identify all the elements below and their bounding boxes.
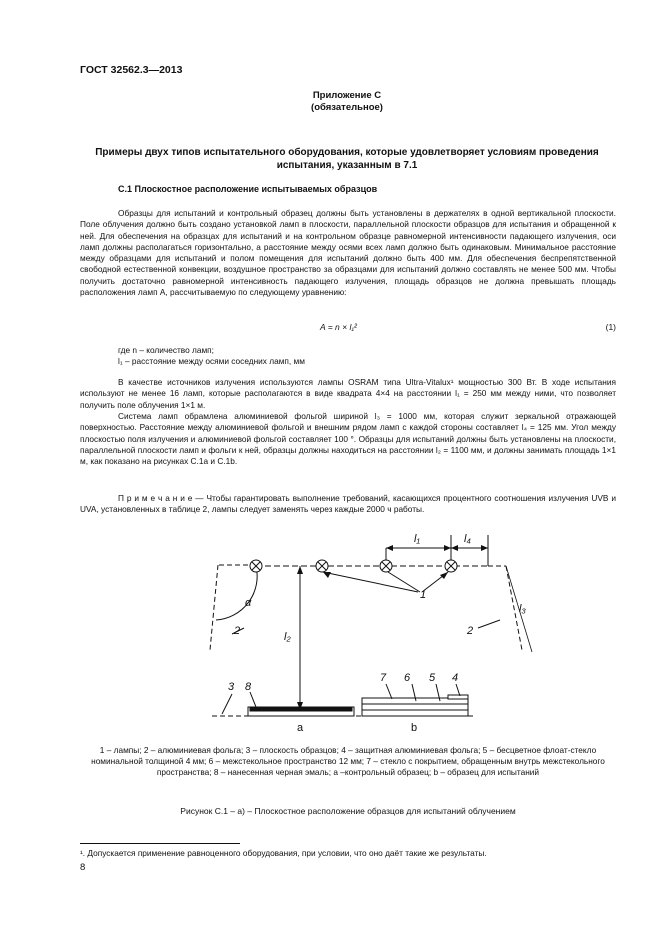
label-l4: l₄ [464, 533, 471, 545]
label-3: 3 [228, 681, 235, 693]
angle-arc [216, 566, 257, 620]
main-title: Примеры двух типов испытательного оборудования, которые удовлетворяет условиям проведения испытания, указанным в 7.1 [95, 147, 599, 171]
label-1: 1 [420, 589, 427, 601]
paragraph-1: Образцы для испытаний и контрольный образец должны быть установлены в держателях в одной вертикальной плоскости. Поле облучения должно быть создано установкой ламп в плоскости, параллельной плоскости образцов для испытания и обращенной к ней. Для обеспечения на образцах для испытаний и на контрольном образце равномерной интенсивности падающего излучения, оси ламп должны располагаться горизонтально, а расстояние между осями всех ламп должно быть одинаковым. Минимальное расстояние между образцами для испытаний и полом помещения для испытаний должно быть 400 мм. Для обеспечения беспрепятственной свободной естественной конвекции, воздушное пространство за образцами для испытаний должно составлять не менее 500 мм. Чтобы получить достаточно равномерной интенсивность падающего излучения, площадь образцов не должна превышать площадь расположения ламп А, рассчитываемую по следующему уравнению: [80, 208, 616, 298]
lamp-1 [250, 560, 262, 572]
label-a: a [297, 722, 304, 734]
label-alpha: α [245, 597, 252, 609]
figure-title: Рисунок С.1 – a) – Плоскостное расположение образцов для испытаний облучением [180, 806, 516, 816]
test-sample [362, 698, 468, 716]
black-enamel [250, 708, 352, 711]
footnote-divider [80, 843, 240, 844]
label-5: 5 [429, 672, 436, 684]
section-title: С.1 Плоскостное расположение испытываемых образцов [118, 184, 378, 194]
footnote: ¹. Допускается применение равноценного оборудования, при условии, что оно даёт такие же результаты. [80, 848, 487, 858]
note-text: — Чтобы гарантировать выполнение требований, касающихся процентного соотношения излучения UVB и UVA, установленных в таблице 2, лампы следует заменять через каждые 2000 ч работы. [80, 493, 616, 515]
label-8: 8 [245, 681, 252, 693]
formula-number: (1) [605, 322, 616, 332]
appendix-status: (обязательное) [311, 102, 383, 113]
legend-line-1: где n – количество ламп; [118, 345, 214, 355]
label-2-right: 2 [467, 625, 474, 637]
figure-caption: 1 – лампы; 2 – алюминиевая фольга; 3 – плоскость образцов; 4 – защитная алюминиевая фольга; 5 – бесцветное флоат-стекло номинальной толщиной 4 мм; 6 – межстекольное пространство 12 мм; 7 – стекло с покрытием, обращенным внутрь межстекольного пространства; 8 – нанесенная черная эмаль; а –контрольный образец; b – образец для испытаний [91, 745, 605, 778]
protective-foil [448, 695, 468, 699]
label-b: b [411, 722, 418, 734]
label-l3: l₃ [519, 603, 526, 615]
standard-header: ГОСТ 32562.3—2013 [80, 64, 183, 76]
legend-line-2: l₁ – расстояние между осями соседних ламп, мм [118, 356, 305, 366]
appendix-title: Приложение С [312, 90, 382, 101]
label-4: 4 [452, 672, 459, 684]
note-label: П р и м е ч а н и е [118, 493, 193, 503]
label-l2: l₂ [284, 631, 291, 643]
lamp-2 [316, 560, 328, 572]
left-foil-side [210, 565, 218, 650]
lamp-3 [380, 560, 392, 572]
paragraph-3: Система ламп обрамлена алюминиевой фольгой шириной l₃ = 1000 мм, которая служит зеркальной отражающей поверхностью. Расстояние между алюминиевой фольгой и внешним рядом ламп с каждой стороны составляет l₄ = 125 мм. Угол между плоскостью поля излучения и алюминиевой фольгой составляет 100 °. Образцы для испытаний должны быть установлены на плоскости, параллельной плоскости ламп и фольги к ней, образцы должны находиться на расстоянии l₂ = 1100 мм, и должны занимать площадь 1×1 м, как показано на рисунках С.1a и С.1b. [80, 411, 616, 467]
paragraph-2: В качестве источников излучения используются лампы OSRAM типа Ultra-Vitalux¹ мощностью 300 Вт. В ходе испытания используют не менее 16 ламп, которые располагаются в виде квадрата 4×4 на расстоянии l₁ = 250 мм между ними, что позволяет получить поле облучения 1×1 м. [80, 377, 616, 410]
formula-expression: A = n × l₁² [320, 322, 357, 332]
page-number: 8 [80, 862, 86, 873]
label-l1: l₁ [414, 533, 420, 545]
label-7: 7 [380, 672, 387, 684]
lamp-4 [445, 560, 457, 572]
label-2-left: 2 [234, 625, 241, 637]
label-6: 6 [404, 672, 411, 684]
